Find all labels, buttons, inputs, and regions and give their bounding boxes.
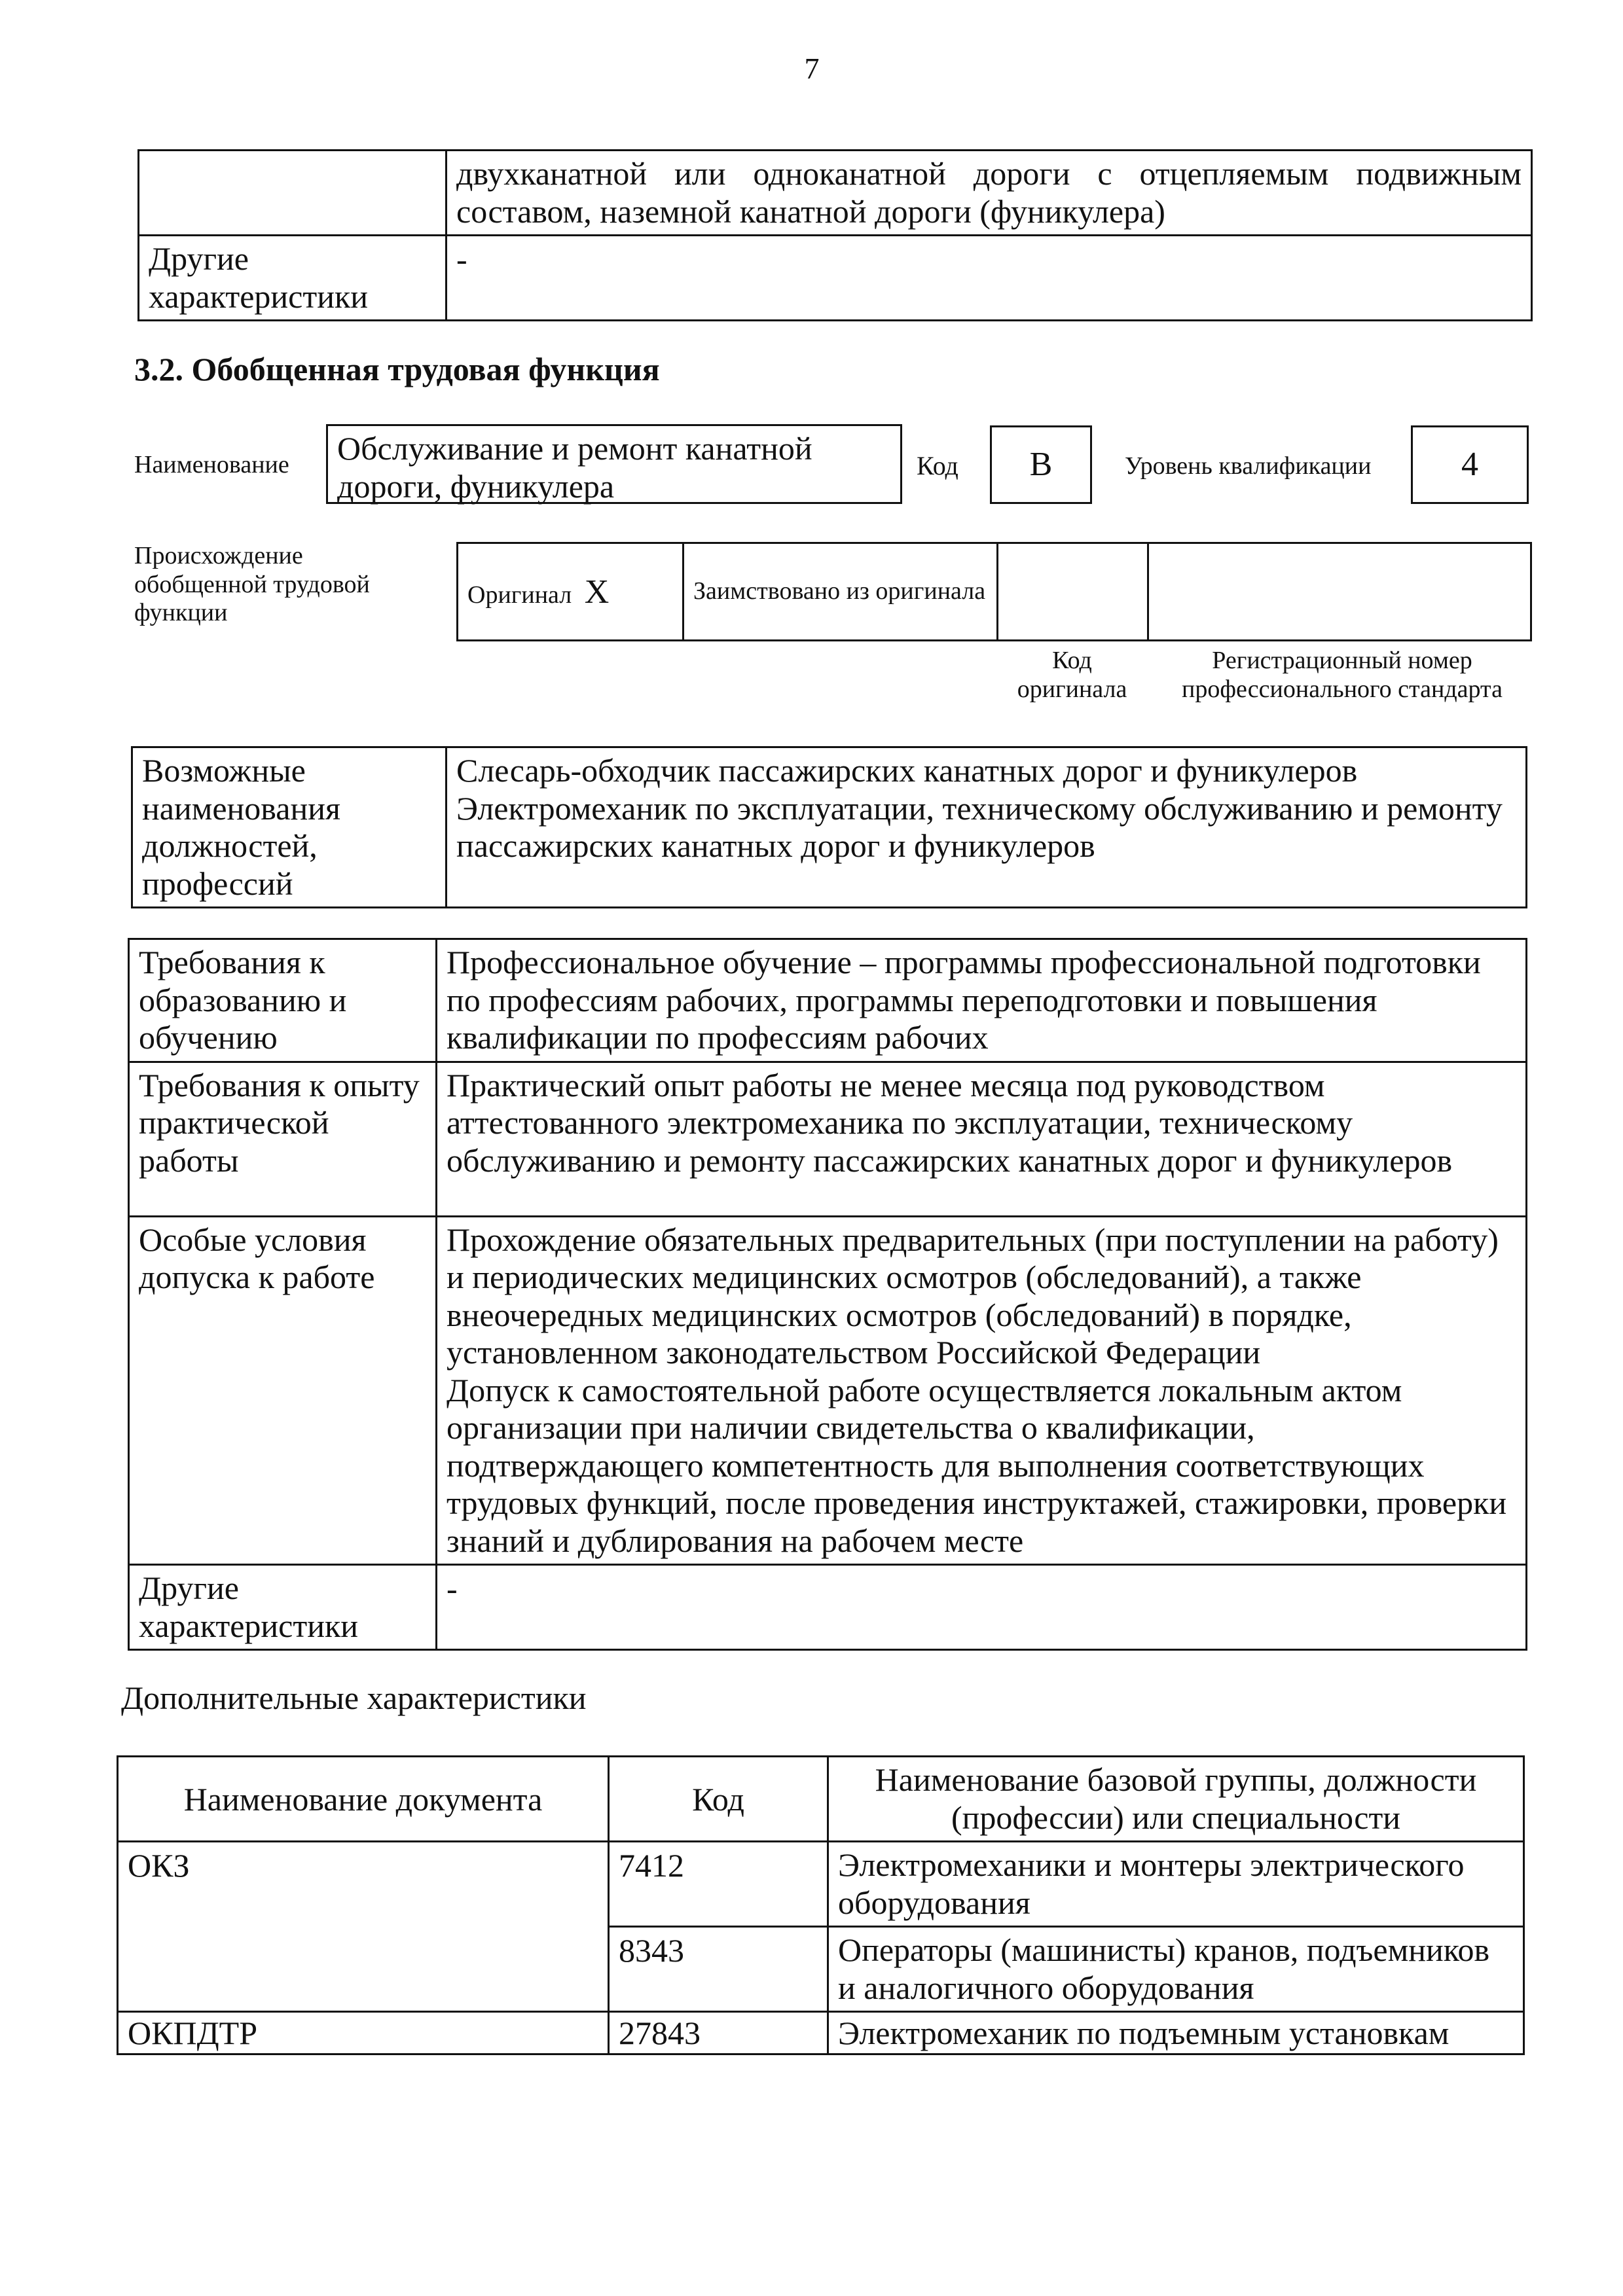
top-table-empty-cell bbox=[139, 151, 447, 236]
okz-row2-name: Операторы (машинисты) кранов, подъемников и аналогичного оборудования bbox=[828, 1927, 1524, 2012]
req-education-value: Профессиональное обучение – программы профессиональной подготовки по профессиям рабочих, программы переподготовки и повышения квалификации по профессиям рабочих bbox=[437, 939, 1527, 1062]
req-other-value: - bbox=[437, 1565, 1527, 1650]
origin-code-caption: Код оригинала bbox=[1017, 647, 1127, 703]
origin-original-cell bbox=[458, 543, 684, 641]
origin-original-label: Оригинал bbox=[467, 581, 572, 609]
okz-row1-code: 7412 bbox=[609, 1842, 828, 1927]
origin-original-mark: X bbox=[584, 573, 610, 611]
requirements-table bbox=[128, 938, 1527, 1651]
req-admission-value: Прохождение обязательных предварительных (при поступлении на работу) и периодических медицинских осмотров (обследований), а также внеочередных медицинских осмотров (обследований) в порядке, установленном законодательством Российской Федерации Допуск к самостоятельной работе осуществляется локальным актом организации при наличии свидетельства о квалификации, подтверждающего компетентность для выполнения соответствующих трудовых функций, после проведения инструктажей, стажировки, проверки знаний и дублирования на рабочем месте bbox=[437, 1216, 1527, 1565]
gtf-name-value: Обслуживание и ремонт канатной дороги, фуникулера bbox=[326, 424, 902, 504]
okz-doc: ОКЗ bbox=[118, 1842, 609, 2012]
gtf-level-label: Уровень квалификации bbox=[1125, 452, 1372, 480]
req-experience-value: Практический опыт работы не менее месяца под руководством аттестованного электромеханика по эксплуатации, техническому обслуживанию и ремонту пассажирских канатных дорог и фуникулеров bbox=[437, 1062, 1527, 1216]
req-row-education bbox=[129, 939, 1527, 1062]
top-table-row2-label: Другие характеристики bbox=[139, 236, 447, 321]
positions-label: Возможные наименования должностей, профессий bbox=[132, 747, 447, 908]
req-experience-label: Требования к опыту практической работы bbox=[129, 1062, 437, 1216]
origin-code-cell bbox=[998, 543, 1148, 641]
additional-table bbox=[117, 1755, 1525, 2055]
header-code: Код bbox=[609, 1757, 828, 1842]
okpdtr-code: 27843 bbox=[609, 2012, 828, 2054]
req-row-experience bbox=[129, 1062, 1527, 1216]
req-other-label: Другие характеристики bbox=[129, 1565, 437, 1650]
positions-table bbox=[131, 746, 1527, 908]
okz-row1-name: Электромеханики и монтеры электрического оборудования bbox=[828, 1842, 1524, 1927]
okpdtr-doc: ОКПДТР bbox=[118, 2012, 609, 2054]
table-row bbox=[118, 2012, 1524, 2054]
top-table-row1-text: двухканатной или одноканатной дороги с отцепляемым подвижным составом, наземной канатной дороги (фуникулера) bbox=[447, 151, 1532, 236]
origin-label: Происхождение обобщенной трудовой функции bbox=[134, 542, 370, 627]
section-title: 3.2. Обобщенная трудовая функция bbox=[134, 351, 660, 387]
gtf-name-label: Наименование bbox=[134, 451, 289, 478]
origin-reg-caption: Регистрационный номер профессионального стандарта bbox=[1182, 647, 1503, 703]
additional-title: Дополнительные характеристики bbox=[121, 1679, 587, 1716]
page-number: 7 bbox=[804, 52, 820, 85]
okz-row2-code: 8343 bbox=[609, 1927, 828, 2012]
origin-table bbox=[456, 542, 1532, 641]
req-row-other bbox=[129, 1565, 1527, 1650]
req-row-admission bbox=[129, 1216, 1527, 1565]
table-row bbox=[118, 1842, 1524, 1927]
header-group-name: Наименование базовой группы, должности (профессии) или специальности bbox=[828, 1757, 1524, 1842]
gtf-code-label: Код bbox=[917, 451, 958, 480]
top-table bbox=[137, 149, 1533, 321]
origin-borrowed-label: Заимствовано из оригинала bbox=[684, 543, 998, 641]
origin-reg-cell bbox=[1148, 543, 1531, 641]
req-education-label: Требования к образованию и обучению bbox=[129, 939, 437, 1062]
gtf-level-value: 4 bbox=[1411, 425, 1529, 504]
header-document: Наименование документа bbox=[118, 1757, 609, 1842]
top-table-row2-value: - bbox=[447, 236, 1532, 321]
okpdtr-name: Электромеханик по подъемным установкам bbox=[828, 2012, 1524, 2054]
gtf-code-value: В bbox=[990, 425, 1092, 504]
positions-value: Слесарь-обходчик пассажирских канатных дорог и фуникулеров Электромеханик по эксплуатации, техническому обслуживанию и ремонту пассажирских канатных дорог и фуникулеров bbox=[447, 747, 1527, 908]
req-admission-label: Особые условия допуска к работе bbox=[129, 1216, 437, 1565]
